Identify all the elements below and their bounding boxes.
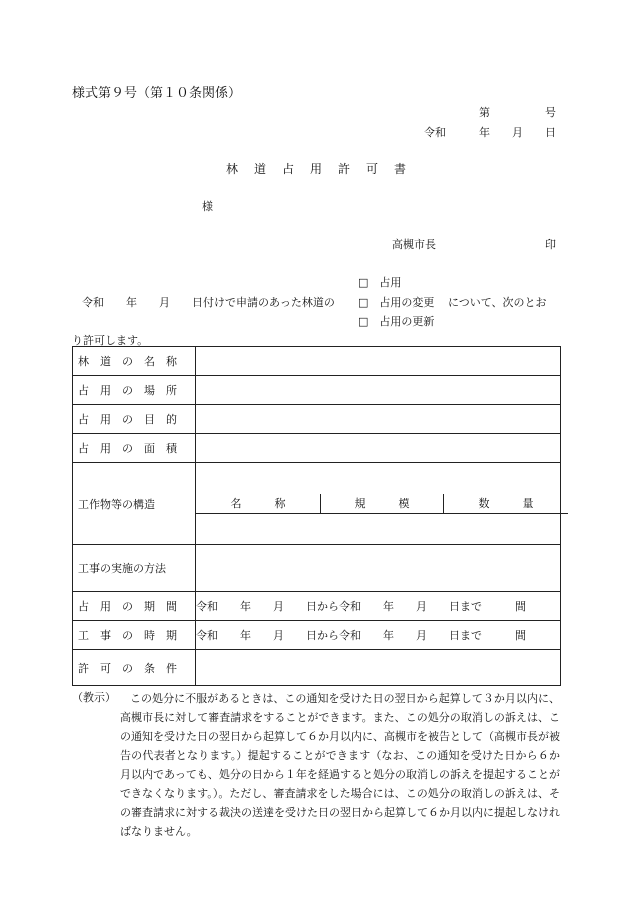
occupancy-purpose-label: 占 用 の 目 的 — [73, 405, 196, 434]
table-row — [73, 376, 561, 405]
occupancy-area-label: 占 用 の 面 積 — [73, 434, 196, 463]
seal-mark: 印 — [545, 238, 556, 251]
checkbox-option-occupancy[interactable]: □ 占用 — [358, 276, 402, 289]
occupancy-period-label: 占 用 の 期 間 — [73, 592, 196, 621]
permit-conditions-field[interactable] — [196, 650, 561, 686]
structure-scale-header: 規 模 — [321, 494, 443, 514]
document-number-line: 第 号 — [479, 106, 556, 119]
document-title: 林 道 占 用 許 可 書 — [226, 162, 409, 176]
permission-sentence-prefix: 令和 年 月 日付けで申請のあった林道の — [82, 296, 335, 309]
permit-conditions-label: 許 可 の 条 件 — [73, 650, 196, 686]
construction-period-value[interactable]: 令和 年 月 日から令和 年 月 日まで 間 — [196, 621, 561, 650]
table-row — [73, 347, 561, 376]
structure-name-header: 名 称 — [196, 494, 320, 514]
permit-details-table — [72, 346, 561, 686]
construction-method-label: 工事の実施の方法 — [73, 545, 196, 592]
occupancy-period-value[interactable]: 令和 年 月 日から令和 年 月 日まで 間 — [196, 592, 561, 621]
occupancy-purpose-field[interactable] — [196, 405, 561, 434]
permission-sentence-continuation: り許可します。 — [72, 334, 149, 347]
table-row — [73, 545, 561, 592]
forest-road-name-label: 林 道 の 名 称 — [73, 347, 196, 376]
structure-label: 工作物等の構造 — [73, 463, 196, 545]
table-row — [73, 621, 561, 650]
addressee-suffix: 様 — [202, 200, 213, 213]
table-row — [73, 434, 561, 463]
occupancy-area-field[interactable] — [196, 434, 561, 463]
table-row — [73, 650, 561, 686]
form-number-title: 様式第９号（第１０条関係） — [72, 86, 242, 101]
table-row — [73, 405, 561, 434]
structure-subgrid — [196, 494, 560, 514]
structure-name-column — [196, 494, 320, 514]
structure-quantity-header: 数 量 — [444, 494, 568, 514]
checkbox-option-renewal[interactable]: □ 占用の更新 — [358, 315, 435, 328]
table-row — [73, 463, 561, 545]
appeal-notice — [120, 689, 560, 841]
structure-cell — [196, 463, 561, 545]
permission-sentence-suffix: について、次のとお — [448, 296, 547, 309]
structure-quantity-column — [443, 494, 568, 514]
appeal-notice-text: この処分に不服があるときは、この通知を受けた日の翌日から起算して３か月以内に、高槻市長に対して審査請求をすることができます。また、この処分の取消しの訴えは、この通知を受けた日の翌日から起算して６か月以内に、高槻市を被告として（高槻市長が被告の代表者となります。）提起することができます（なお、この通知を受けた日から６か月以内であっても、処分の日から１年を経過すると処分の取消しの訴えを提起することができなくなります。）。ただし、審査請求をした場合には、この処分の取消しの訴えは、その審査請求に対する裁決の送達を受けた日の翌日から起算して６か月以内に提起しなければなりません。 — [120, 692, 560, 838]
occupancy-location-field[interactable] — [196, 376, 561, 405]
construction-period-label: 工 事 の 時 期 — [73, 621, 196, 650]
notice-label: （教示） — [72, 691, 116, 704]
structure-scale-column — [320, 494, 443, 514]
forest-road-name-field[interactable] — [196, 347, 561, 376]
issue-date-line: 令和 年 月 日 — [424, 126, 556, 139]
issuer-name: 高槻市長 — [392, 238, 436, 251]
occupancy-location-label: 占 用 の 場 所 — [73, 376, 196, 405]
table-row — [73, 592, 561, 621]
checkbox-option-change[interactable]: □ 占用の変更 — [358, 296, 435, 309]
construction-method-field[interactable] — [196, 545, 561, 592]
